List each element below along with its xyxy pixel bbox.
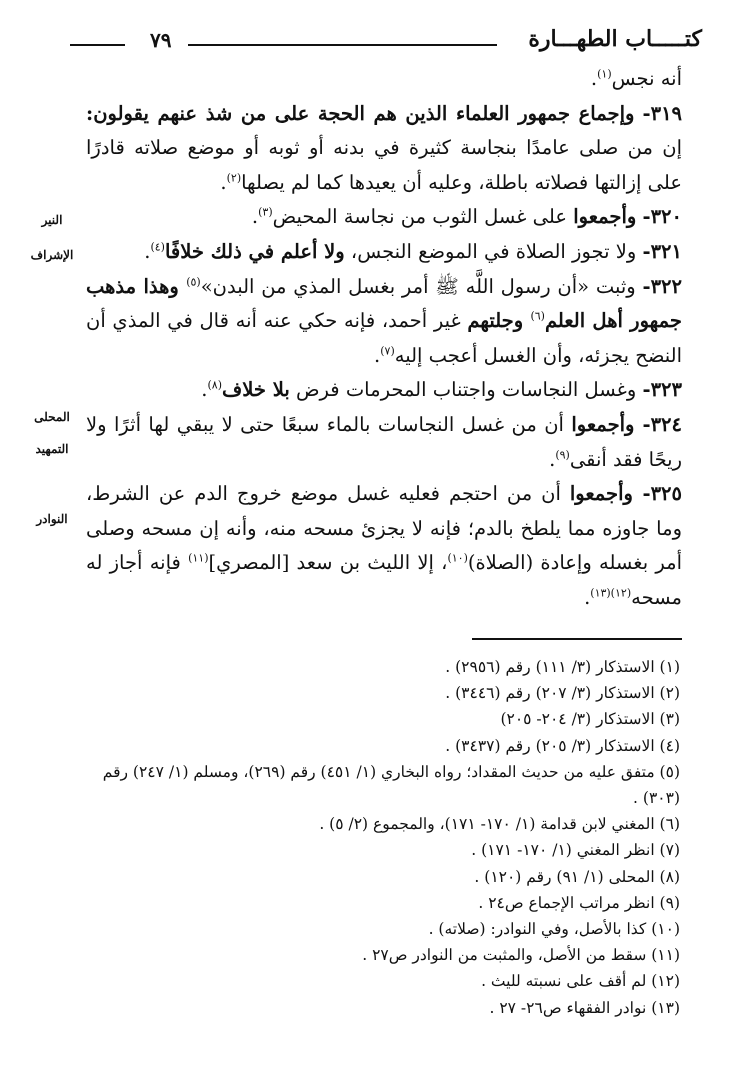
paragraph-321 <box>86 235 682 270</box>
para-end: . <box>590 67 598 90</box>
footnote-ref[interactable]: (٥) <box>186 275 201 289</box>
footnote-ref[interactable]: (١١) <box>188 551 209 565</box>
footnote-ref[interactable]: (٢) <box>226 171 242 185</box>
paragraph-number: ٣٢٥- <box>642 482 682 506</box>
para-text: وثبت «أن رسول اللَّه ﷺ أمر بغسل المذي من البدن» <box>200 274 636 298</box>
paragraph-continuation <box>86 62 682 97</box>
margin-note: النير <box>41 213 63 227</box>
margin-note: المحلى <box>34 410 70 424</box>
para-end: . <box>201 378 208 402</box>
para-text: غير أحمد، فإنه حكي عنه أنه قال في المذي أن النضح يجزئه، وأن الغسل أعجب إليه <box>86 309 682 367</box>
para-text: ، إلا الليث بن سعد [المصري] <box>208 551 448 575</box>
para-end: . <box>549 447 556 471</box>
footnote: (٤) الاستذكار (٣/ ٢٠٥) رقم (٣٤٣٧) . <box>445 736 680 755</box>
para-end: . <box>584 585 591 609</box>
para-bold: وجلتهم <box>467 309 531 333</box>
paragraph-number: ٣٢٢- <box>642 274 682 298</box>
paragraph-number: ٣٢١- <box>642 239 682 263</box>
footnote: (٣) الاستذكار (٣/ ٢٠٤- ٢٠٥) <box>500 710 680 729</box>
footnote: (٩) انظر مراتب الإجماع ص٢٤ . <box>478 893 680 912</box>
footnote: (٧) انظر المغني (١/ ١٧٠- ١٧١) . <box>471 841 680 860</box>
footnote-ref[interactable]: (١) <box>597 67 612 81</box>
footnote-ref[interactable]: (٦) <box>530 309 545 323</box>
para-bold: وأجمعوا <box>569 482 643 506</box>
footnote-separator <box>472 638 682 640</box>
para-text: ولا تجوز الصلاة في الموضع النجس، <box>344 239 637 263</box>
paragraph-number: ٣٢٠- <box>642 205 682 229</box>
para-end: . <box>144 239 151 263</box>
footnote: (٦) المغني لابن قدامة (١/ ١٧٠- ١٧١)، والمجموع (٢/ ٥) . <box>319 815 680 834</box>
para-text: فإنه أجاز له مسحه <box>86 551 682 609</box>
footnote-ref[interactable]: (١٢)(١٣) <box>590 586 632 600</box>
footnote-ref[interactable]: (٨) <box>207 378 222 392</box>
page-number: ٧٩ <box>150 28 172 52</box>
margin-note: الإشراف <box>30 248 74 262</box>
margin-note: النوادر <box>36 512 68 526</box>
footnote: (٥) متفق عليه من حديث المقداد؛ رواه البخاري (١/ ٤٥١) رقم (٢٦٩)، ومسلم (١/ ٢٤٧) رقم (٣٠٣) . <box>102 762 680 808</box>
para-text: أنه نجس <box>611 67 682 90</box>
footnote: (١) الاستذكار (٣/ ١١١) رقم (٢٩٥٦) . <box>445 658 680 676</box>
para-text: أن من احتجم فعليه غسل موضع خروج الدم عن الشرط، وما جاوزه مما يلطخ بالدم؛ فإنه لا يجزئ مسحه منه، وأنه إن مسحه وصلى أمر بغسله وإعادة (الصلاة) <box>86 482 682 575</box>
para-bold: بلا خلاف <box>222 378 290 402</box>
margin-note: التمهيد <box>35 442 69 456</box>
paragraph-324 <box>86 408 682 477</box>
para-bold: وأجمعوا <box>573 205 637 229</box>
para-end: . <box>374 343 381 367</box>
paragraph-number: ٣٢٤- <box>642 412 682 436</box>
footnote-ref[interactable]: (٤) <box>150 240 165 254</box>
footnote-ref[interactable]: (٩) <box>555 448 570 462</box>
footnote-ref[interactable]: (٧) <box>380 344 395 358</box>
footnotes <box>70 654 680 1021</box>
paragraph-number: ٣٢٣- <box>642 378 682 402</box>
para-bold: وإجماع جمهور العلماء الذين هم الحجة على من شذ عنهم يقولون: <box>86 101 635 125</box>
page-header <box>70 22 702 62</box>
para-text: على غسل الثوب من نجاسة المحيض <box>272 205 574 229</box>
para-text: إن من صلى عامدًا بنجاسة كثيرة في بدنه أو ثوبه أو موضع صلاته قادرًا على إزالتها فصلاته باطلة، وعليه أن يعيدها كما لم يصلها <box>86 136 682 194</box>
header-rule <box>188 44 497 46</box>
paragraph-320 <box>86 200 682 235</box>
para-text: أن من غسل النجاسات بالماء سبعًا حتى لا يبقي لها أثرًا ولا ريحًا فقد أنقى <box>86 412 682 471</box>
footnote: (١١) سقط من الأصل، والمثبت من النوادر ص٢٧ . <box>362 946 680 965</box>
paragraph-319 <box>86 97 682 201</box>
footnote: (١٢) لم أقف على نسبته لليث . <box>481 972 680 991</box>
para-bold: وهذا مذهب جمهور أهل العلم <box>86 274 682 333</box>
para-bold: وأجمعوا <box>571 412 643 436</box>
paragraph-323 <box>86 373 682 408</box>
footnote: (٢) الاستذكار (٣/ ٢٠٧) رقم (٣٤٤٦) . <box>445 684 680 703</box>
footnote: (١٠) كذا بالأصل، وفي النوادر: (صلاته) . <box>428 920 680 939</box>
running-title: كتـــــاب الطهـــارة <box>528 26 702 52</box>
footnote-ref[interactable]: (١٠) <box>447 551 468 565</box>
paragraph-number: ٣١٩- <box>642 101 683 125</box>
footnote-ref[interactable]: (٣) <box>258 205 273 219</box>
paragraph-325 <box>86 477 682 615</box>
para-bold: ولا أعلم في ذلك خلافًا <box>164 239 345 263</box>
para-end: . <box>251 205 259 229</box>
footnote: (١٣) نوادر الفقهاء ص٢٦- ٢٧ . <box>489 998 680 1017</box>
para-text: وغسل النجاسات واجتناب المحرمات فرض <box>289 378 637 402</box>
main-text <box>86 62 682 616</box>
para-end: . <box>220 170 227 194</box>
paragraph-322 <box>86 270 682 374</box>
header-rule-short <box>70 44 125 46</box>
footnote: (٨) المحلى (١/ ٩١) رقم (١٢٠) . <box>474 867 680 886</box>
